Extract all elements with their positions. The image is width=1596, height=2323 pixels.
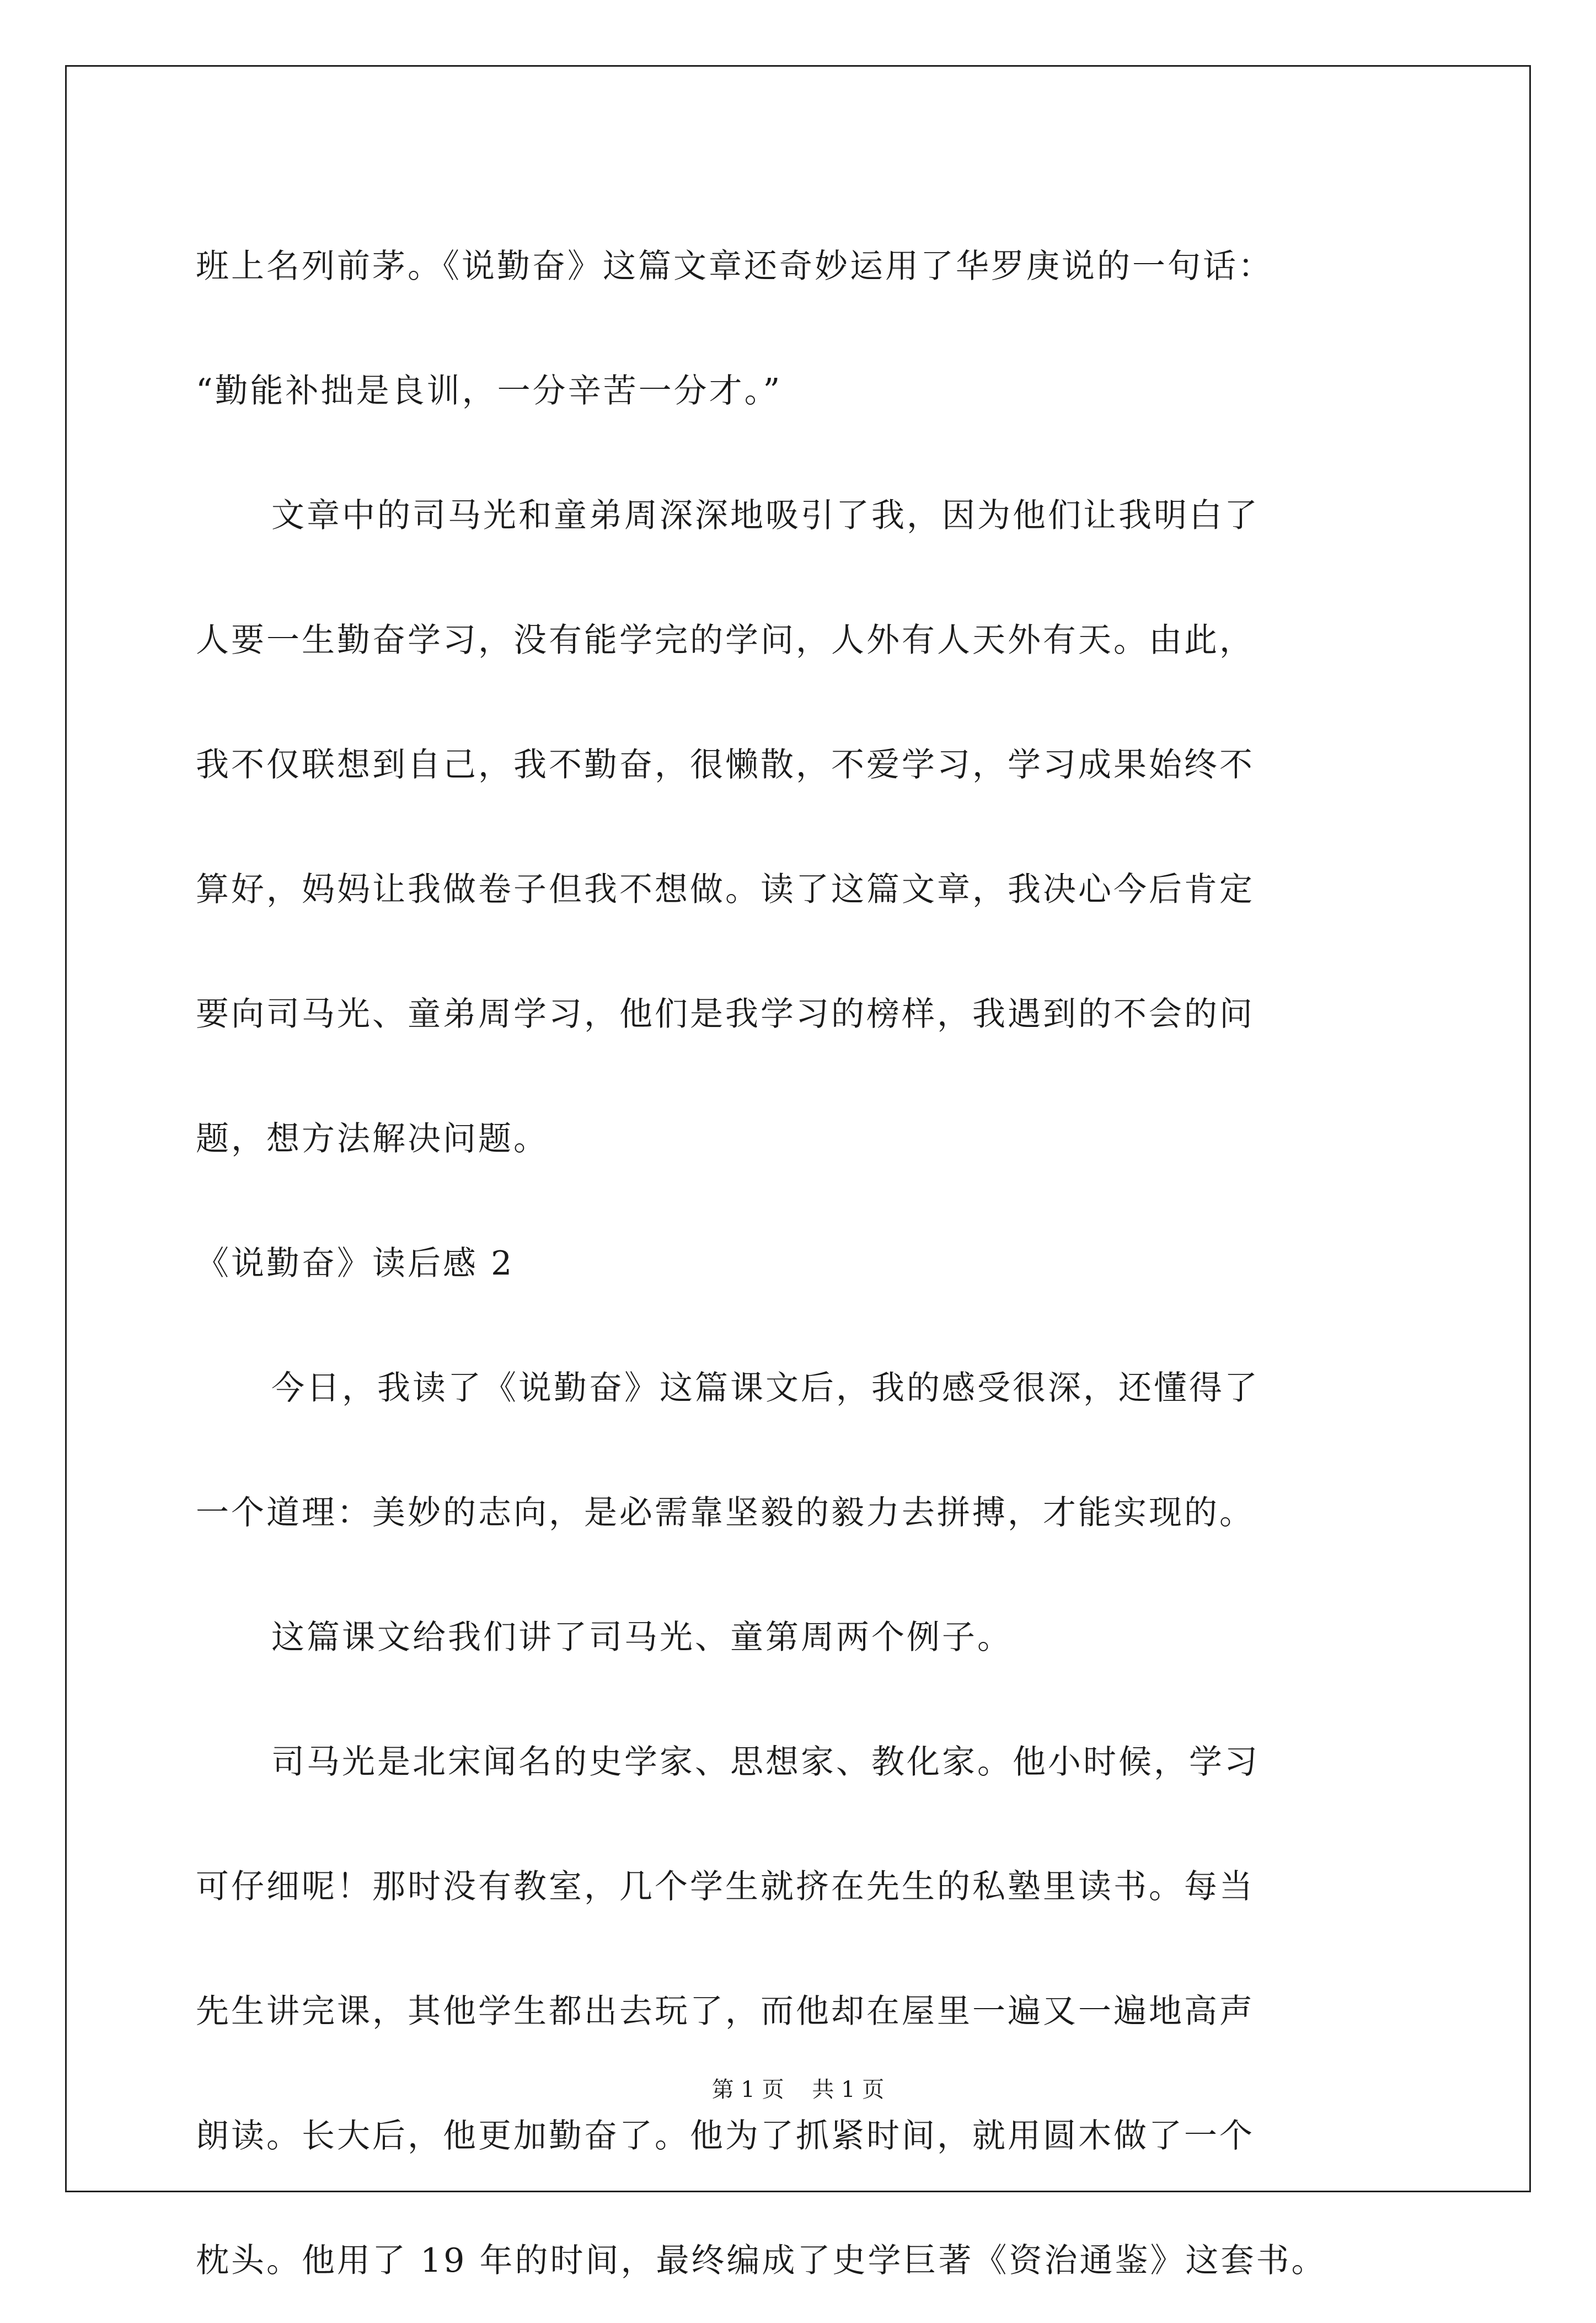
text-line-5: 我不仅联想到自己，我不勤奋，很懒散，不爱学习，学习成果始终不 — [196, 746, 1255, 784]
text-line-6: 算好，妈妈让我做卷子但我不想做。读了这篇文章，我决心今后肯定 — [196, 870, 1255, 909]
text-line-17: 枕头。他用了 19 年的时间，最终编成了史学巨著《资治通鉴》这套书。 — [196, 2241, 1327, 2280]
text-line-1: 班上名列前茅。《说勤奋》这篇文章还奇妙运用了华罗庚说的一句话： — [196, 247, 1273, 286]
page-footer: 第 1 页 共 1 页 — [711, 2077, 885, 2102]
text-line-13: 司马光是北宋闻名的史学家、思想家、教化家。他小时候，学习 — [271, 1743, 1260, 1781]
text-line-10: 今日，我读了《说勤奋》这篇课文后，我的感受很深，还懂得了 — [271, 1369, 1260, 1407]
text-line-14: 可仔细呢！那时没有教室，几个学生就挤在先生的私塾里读书。每当 — [196, 1867, 1255, 1906]
text-line-3: 文章中的司马光和童弟周深深地吸引了我，因为他们让我明白了 — [271, 496, 1260, 535]
text-line-16: 朗读。长大后，他更加勤奋了。他为了抓紧时间，就用圆木做了一个 — [196, 2117, 1255, 2155]
text-line-8: 题，想方法解决问题。 — [196, 1120, 549, 1158]
text-line-4: 人要一生勤奋学习，没有能学完的学问，人外有人天外有天。由此， — [196, 621, 1255, 660]
text-line-15: 先生讲完课，其他学生都出去玩了，而他却在屋里一遍又一遍地高声 — [196, 1992, 1255, 2031]
text-line-2: “勤能补拙是良训，一分辛苦一分才。” — [196, 372, 783, 410]
text-line-12: 这篇课文给我们讲了司马光、童第周两个例子。 — [271, 1618, 1013, 1657]
text-line-11: 一个道理：美妙的志向，是必需靠坚毅的毅力去拼搏，才能实现的。 — [196, 1494, 1255, 1532]
document-body — [196, 204, 1409, 2323]
text-line-7: 要向司马光、童弟周学习，他们是我学习的榜样，我遇到的不会的问 — [196, 995, 1255, 1034]
section-heading: 《说勤奋》读后感 2 — [196, 1244, 515, 1283]
